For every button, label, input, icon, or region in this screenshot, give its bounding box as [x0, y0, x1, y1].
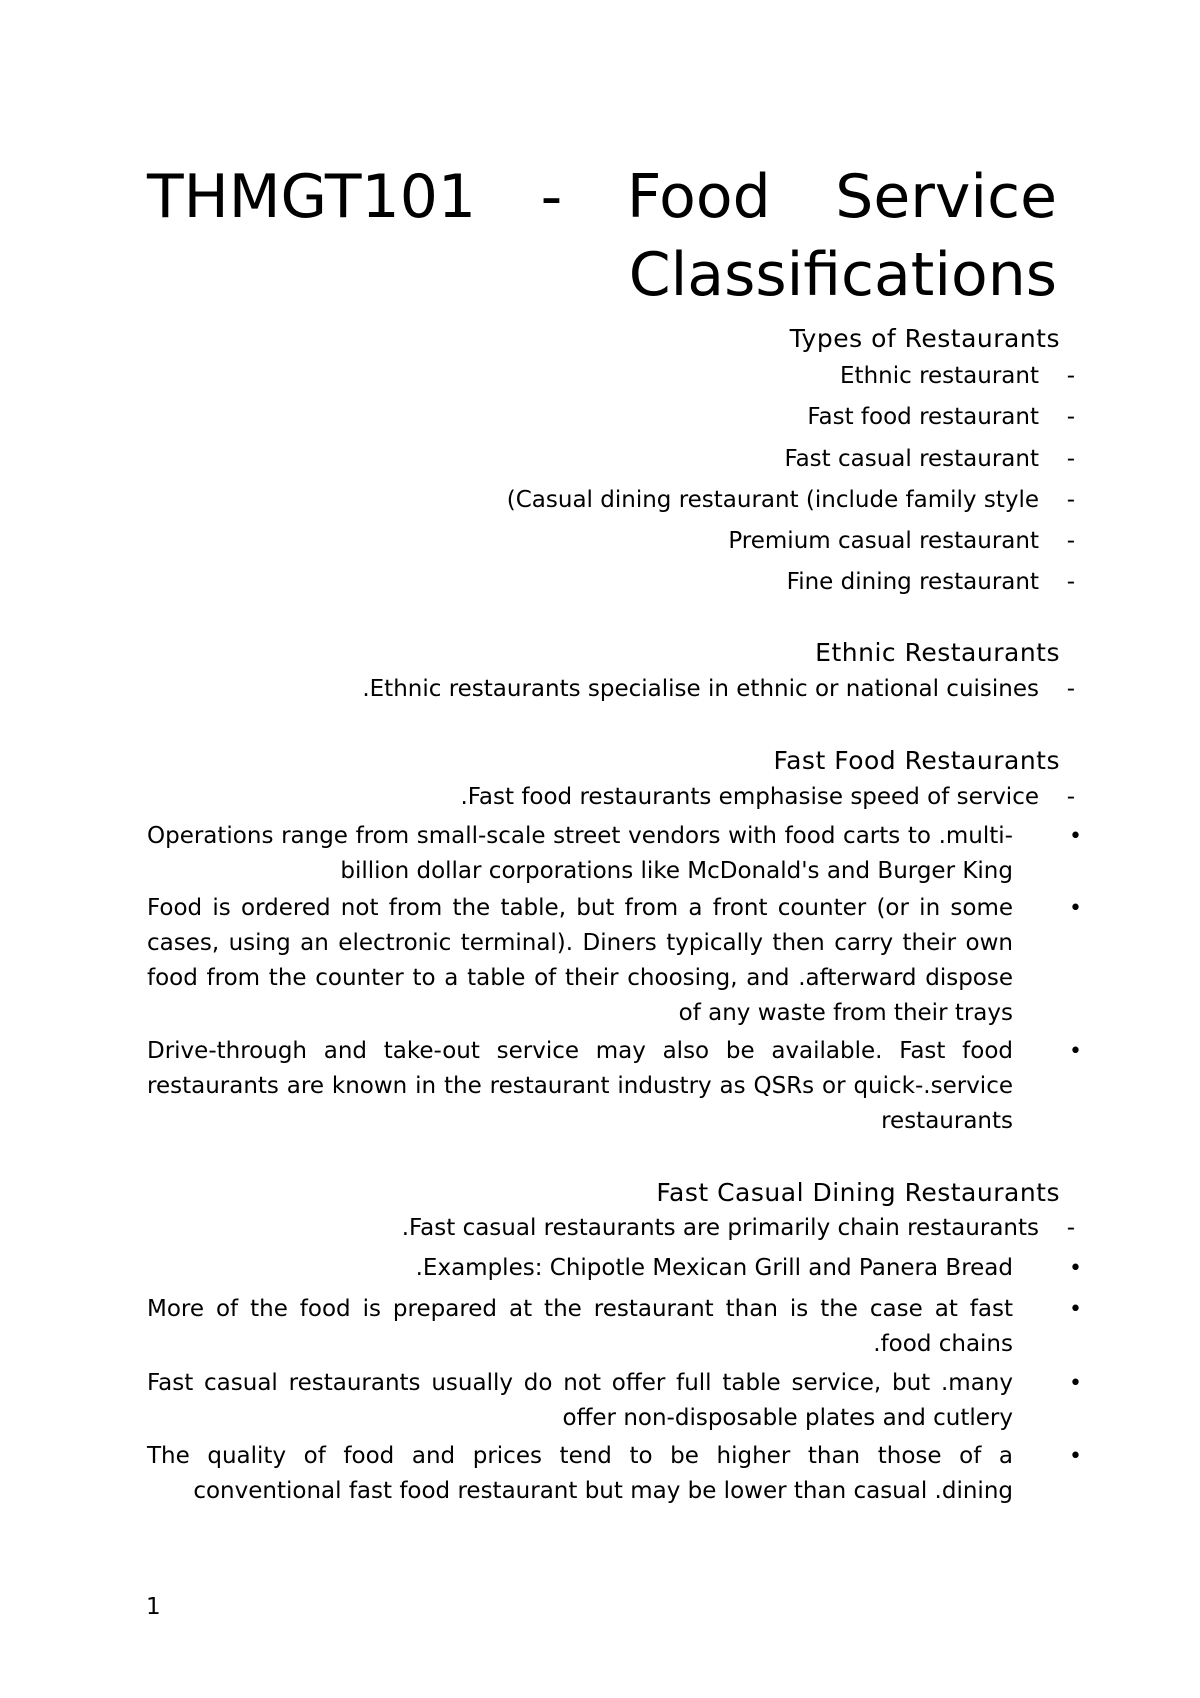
bullet-item: .Examples: Chipotle Mexican Grill and Panera Bread • [147, 1251, 1082, 1286]
bullet-item: Operations range from small-scale street vendors with food carts to .multi-billion dollar corporations like McDonald's and Burger King • [147, 819, 1082, 889]
bullet-item: The quality of food and prices tend to be higher than those of a conventional fast food restaurant but may be lower than casual .dining • [147, 1439, 1082, 1509]
bullet-item: Drive-through and take-out service may also be available. Fast food restaurants are known in the restaurant industry as QSRs or quick-.service restaurants • [147, 1034, 1082, 1139]
dash-marker: - [1066, 446, 1075, 472]
title-word: THMGT101 [147, 162, 477, 232]
section-heading-ethnic: Ethnic Restaurants [815, 638, 1060, 667]
bullet-marker: • [1069, 1297, 1082, 1322]
list-item: Fast casual restaurant - [784, 446, 1075, 472]
dash-marker: - [1066, 569, 1075, 595]
bullet-item: Food is ordered not from the table, but from a front counter (or in some cases, using an electronic terminal). Diners typically then carry their own food from the counter to a table of their choosing, and .afterward dispose of any waste from their trays • [147, 891, 1082, 1031]
list-item: Fine dining restaurant - [786, 569, 1075, 595]
bullet-item: More of the food is prepared at the restaurant than is the case at fast .food chains • [147, 1292, 1082, 1362]
dash-marker: - [1066, 487, 1075, 513]
title-word: - [540, 162, 563, 232]
bullet-marker: • [1069, 1444, 1082, 1469]
dash-marker: - [1066, 363, 1075, 389]
dash-marker: - [1066, 784, 1075, 810]
bullet-item: Fast casual restaurants usually do not offer full table service, but .many offer non-disposable plates and cutlery • [147, 1366, 1082, 1436]
list-item: Fast food restaurant - [807, 404, 1075, 430]
bullet-marker: • [1069, 1371, 1082, 1396]
section-heading-types: Types of Restaurants [789, 324, 1060, 353]
dash-marker: - [1066, 528, 1075, 554]
dash-marker: - [1066, 1215, 1075, 1241]
title-word: Service [835, 162, 1057, 232]
bullet-marker: • [1069, 824, 1082, 849]
list-item: Premium casual restaurant - [728, 528, 1075, 554]
dash-marker: - [1066, 676, 1075, 702]
bullet-marker: • [1069, 1039, 1082, 1064]
bullet-marker: • [1069, 1256, 1082, 1281]
list-item: (Casual dining restaurant (include family style - [506, 487, 1075, 513]
bullet-marker: • [1069, 896, 1082, 921]
list-item: .Fast casual restaurants are primarily chain restaurants - [401, 1215, 1075, 1241]
page-number: 1 [146, 1594, 161, 1620]
list-item: .Fast food restaurants emphasise speed of service - [460, 784, 1075, 810]
list-item: .Ethnic restaurants specialise in ethnic or national cuisines - [362, 676, 1075, 702]
section-heading-fast-casual: Fast Casual Dining Restaurants [656, 1178, 1060, 1207]
section-heading-fast-food: Fast Food Restaurants [773, 746, 1060, 775]
list-item: Ethnic restaurant - [840, 363, 1075, 389]
title-line-2: Classifications [628, 240, 1057, 310]
page-title [147, 158, 1057, 314]
title-line-1 [147, 158, 1057, 236]
title-word: Food [626, 162, 771, 232]
dash-marker: - [1066, 404, 1075, 430]
